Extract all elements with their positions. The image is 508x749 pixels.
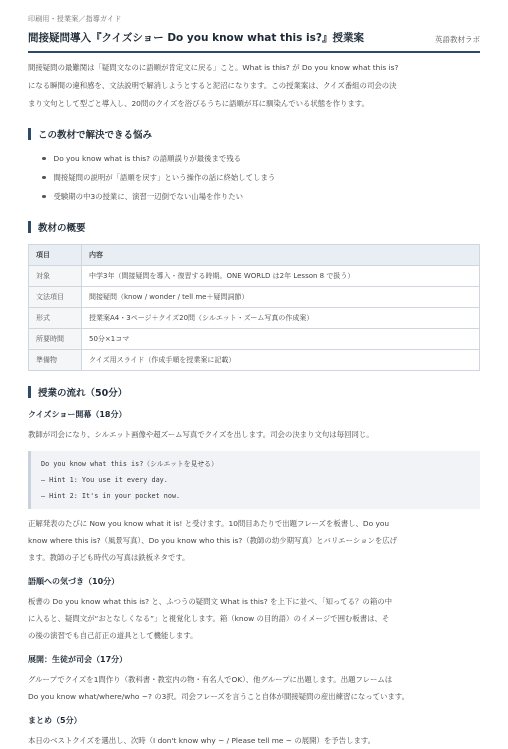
table-row [29,287,480,308]
section-heading-problems [28,127,480,141]
list-item [42,149,480,168]
section-heading-flow [28,385,480,399]
script-line: – Hint 2: It's in your pocket now. [41,492,181,500]
step-title: まとめ（5分） [28,716,82,725]
step-paragraph [28,515,480,566]
section-bar-icon [28,386,31,398]
step-paragraph [28,593,480,644]
step-title: 展開：生徒が司会（17分） [28,655,128,664]
section-heading-text: 授業の流れ（50分） [38,388,128,399]
document-header [28,30,480,53]
table-row [29,308,480,329]
row-key: 形式 [29,308,82,329]
section-heading-text: 教材の概要 [38,223,86,234]
script-line: Do you know what this is?（シルエットを見せる） [41,460,218,468]
row-key: 準備物 [29,350,82,371]
step-paragraph: 本日のベストクイズを選出し、次時（I don't know why ~ / Please tell me ~ の展開）を予告します。 [28,736,376,745]
problem-list [28,149,480,206]
table-row [29,329,480,350]
paragraph-line: グループでクイズを1問作り（教科書・教室内の物・有名人でOK）、他グループに出題します。出題フレームは [28,675,393,684]
paragraph-line: に入ると、疑問文が“おとなしくなる”」と視覚化します。箱（know の目的語）のイメージで囲む板書は、そ [28,614,390,623]
list-item-text: 受験期の中3の授業に、演習一辺倒でない山場を作りたい [53,192,243,201]
row-key: 対象 [29,266,82,287]
row-value: 授業案A4・3ページ＋クイズ20問（シルエット・ズーム写真の作成案） [82,308,480,329]
step-paragraph [28,671,480,705]
paragraph-line: ます。教師の子ども時代の写真は鉄板ネタです。 [28,553,190,562]
step-title: 語順への気づき（10分） [28,577,120,586]
section-heading-overview [28,220,480,234]
section-bar-icon [28,221,31,233]
row-value: クイズ用スライド（作成手順を授業案に記載） [82,350,480,371]
quiz-script-box [28,451,480,509]
intro-paragraph [28,59,480,113]
paragraph-line: Do you know what/where/who ~? の3択。司会フレーズを言うこと自体が間接疑問の産出練習になっています。 [28,692,409,701]
row-value: 中学3年（間接疑問を導入・復習する時期。ONE WORLD は2年 Lesson 8 で扱う） [82,266,480,287]
section-heading-text: この教材で解決できる悩み [38,130,153,141]
breadcrumb: 印刷用・授業案／指導ガイド [28,15,122,23]
page-title: 間接疑問導入『クイズショー Do you know what this is?』授業案 [28,32,364,44]
table-row [29,266,480,287]
bullet-icon [42,157,46,161]
list-item [42,168,480,187]
publisher-name: 英語教材ラボ [435,35,480,44]
list-item-text: 間接疑問の説明が「語順を戻す」という操作の話に終始してしまう [53,173,276,182]
script-line: – Hint 1: You use it every day. [41,476,168,484]
section-bar-icon [28,128,31,140]
table-header-row [29,245,480,266]
column-header: 項目 [29,245,82,266]
paragraph-line: の後の演習でも自己訂正の道具として機能します。 [28,631,198,640]
paragraph-line: know where this is?（風景写真）、Do you know who this is?（教師の幼少期写真）とバリエーションを広げ [28,536,398,545]
row-value: 50分×1コマ [82,329,480,350]
list-item [42,187,480,206]
bullet-icon [42,176,46,180]
table-row [29,350,480,371]
paragraph-line: 板書の Do you know what this is? と、ふつうの疑問文 What is this? を上下に並べ、「知ってる？の箱の中 [28,597,392,606]
intro-line: まり文句として型ごと導入し、20問のクイズを浴びるうちに語順が耳に馴染んでいる状態を作ります。 [28,99,369,108]
overview-table [28,244,480,371]
column-header: 内容 [82,245,480,266]
paragraph-line: 正解発表のたびに Now you know what it is! と受けます。10問目あたりで出題フレーズを板書し、Do you [28,519,390,528]
intro-line: になる瞬間の違和感を、文法説明で解消しようとすると泥沼になります。この授業案は、クイズ番組の司会の決 [28,81,397,90]
bullet-icon [42,195,46,199]
row-key: 文法項目 [29,287,82,308]
intro-line: 間接疑問の最難関は「疑問文なのに語順が肯定文に戻る」こと。What is this? が Do you know what this is? [28,63,399,72]
step-paragraph: 教師が司会になり、シルエット画像や超ズーム写真でクイズを出します。司会の決まり文句は毎回同じ。 [28,430,374,439]
row-key: 所要時間 [29,329,82,350]
step-title: クイズショー開幕（18分） [28,410,127,419]
row-value: 間接疑問（know / wonder / tell me＋疑問詞節） [82,287,480,308]
list-item-text: Do you know what is this? の語順誤りが最後まで残る [53,154,242,163]
